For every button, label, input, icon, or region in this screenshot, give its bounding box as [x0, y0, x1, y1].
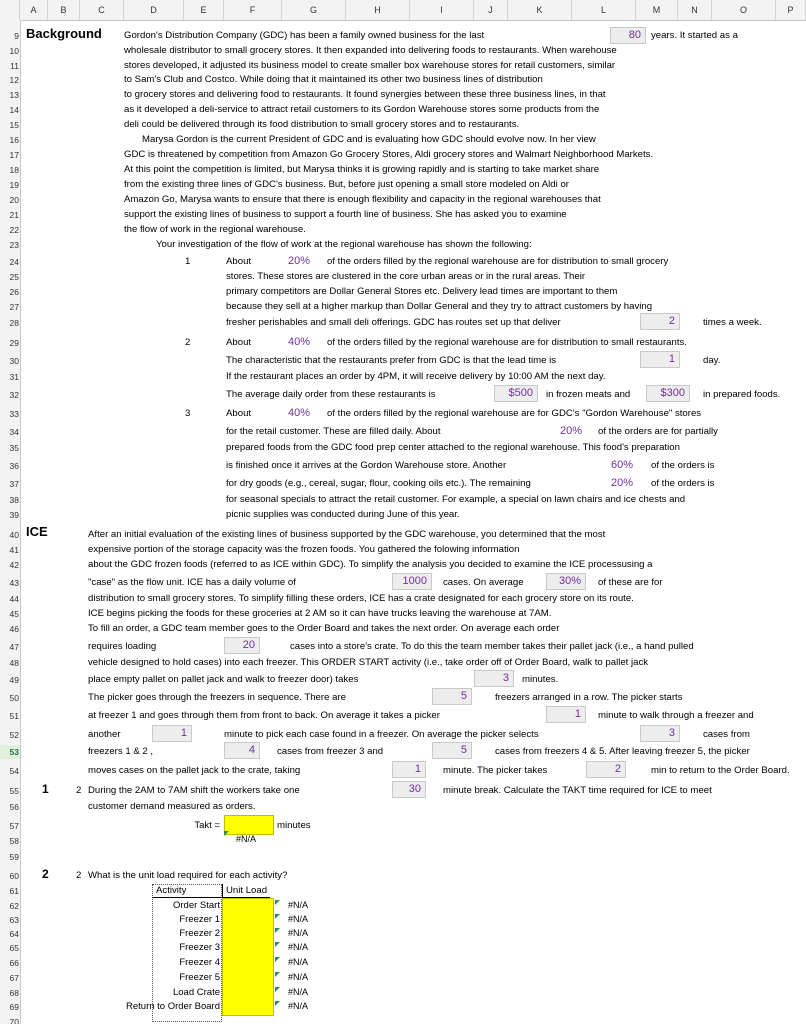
col-header-f[interactable]: F [224, 0, 282, 20]
ice-line-12: at freezer 1 and goes through them from front to back. On average it takes a picker [88, 710, 440, 721]
about-label-2: About [226, 337, 252, 348]
activity-header: Activity [156, 885, 187, 896]
row-header-15[interactable]: 15 [0, 118, 20, 132]
col-header-h[interactable]: H [346, 0, 410, 20]
grocery-share-input[interactable]: 30% [546, 573, 586, 590]
row-header-25[interactable]: 25 [0, 270, 20, 284]
row-header-43[interactable]: 43 [0, 576, 20, 590]
error-indicator-icon [275, 914, 280, 919]
unit-load-freezer-3: #N/A [288, 942, 309, 952]
bg-line-11: from the existing three lines of GDC's business. But, before just opening a small store modeled on Aldi or [124, 179, 569, 190]
bg-line-8: Marysa Gordon is the current President of GDC and is evaluating how GDC should evolve now. In her view [142, 134, 596, 145]
ice-line-9: vehicle designed to hold cases) into each freezer. This ORDER START activity (i.e., take order off of Order Board, walk to pallet jack [88, 657, 649, 668]
error-indicator-icon [275, 972, 280, 977]
row-header-58[interactable]: 58 [0, 834, 20, 848]
row-header-39[interactable]: 39 [0, 508, 20, 522]
about-label-3: About [226, 408, 252, 419]
col-header-o[interactable]: O [712, 0, 776, 20]
error-indicator-icon [275, 900, 280, 905]
col-header-a[interactable]: A [20, 0, 48, 20]
ice-line-13b: minute to pick each case found in a freezer. On average the picker selects [224, 729, 539, 740]
row-header-61[interactable]: 61 [0, 884, 20, 898]
error-indicator-icon [275, 957, 280, 962]
col-header-i[interactable]: I [410, 0, 474, 20]
partial-prep-label: of the orders are for partially [598, 426, 718, 437]
daily-volume-input[interactable]: 1000 [392, 573, 432, 590]
question-1-text-3: customer demand measured as orders. [88, 801, 256, 812]
error-indicator-icon [275, 1001, 280, 1006]
row-header-41[interactable]: 41 [0, 543, 20, 557]
row-header-49[interactable]: 49 [0, 673, 20, 687]
years-label: years. It started as a [651, 30, 738, 41]
row-header-54[interactable]: 54 [0, 764, 20, 778]
row-header-32[interactable]: 32 [0, 388, 20, 402]
ice-line-15c: min to return to the Order Board. [651, 765, 790, 776]
row-header-20[interactable]: 20 [0, 193, 20, 207]
row-header-33[interactable]: 33 [0, 407, 20, 421]
warehouse-line-5: for dry goods (e.g., cereal, sugar, flour, cooking oils etc.). The remaining [226, 478, 531, 489]
unit-load-freezer-5: #N/A [288, 972, 309, 982]
row-header-65[interactable]: 65 [0, 941, 20, 955]
row-header-22[interactable]: 22 [0, 223, 20, 237]
row-header-17[interactable]: 17 [0, 148, 20, 162]
walk-minutes-input[interactable]: 1 [546, 706, 586, 723]
bg-line-1: Gordon's Distribution Company (GDC) has been a family owned business for the last [124, 30, 485, 41]
unit-load-header: Unit Load [226, 885, 268, 896]
row-header-50[interactable]: 50 [0, 691, 20, 705]
ice-line-4: "case" as the flow unit. ICE has a daily volume of [88, 577, 296, 588]
ice-line-8a: requires loading [88, 641, 157, 652]
row-header-46[interactable]: 46 [0, 622, 20, 636]
bg-line-5: to grocery stores and delivering food to restaurants. It found synergies between these three business lines, in that [124, 89, 606, 100]
col-header-b[interactable]: B [48, 0, 80, 20]
row-header-51[interactable]: 51 [0, 709, 20, 723]
unit-load-freezer-4: #N/A [288, 957, 309, 967]
activity-freezer-2: Freezer 2 [179, 928, 220, 939]
ice-line-3: about the GDC frozen foods (referred to as ICE within GDC). To simplify the analysis you decided to examine the ICE processusing a [88, 559, 653, 570]
row-header-40[interactable]: 40 [0, 528, 20, 542]
takt-label: Takt = [194, 820, 220, 831]
col-header-k[interactable]: K [508, 0, 572, 20]
unit-load-freezer-1: #N/A [288, 914, 309, 924]
row-header-62[interactable]: 62 [0, 899, 20, 913]
bg-line-10: At this point the competition is limited, but Marysa thinks it is growing rapidly and is starting to take market share [124, 164, 600, 175]
ice-line-13c: cases from [703, 729, 750, 740]
activity-load-crate: Load Crate [172, 987, 220, 998]
col-header-c[interactable]: C [80, 0, 124, 20]
break-minutes-input[interactable]: 30 [392, 781, 426, 798]
years-input[interactable]: 80 [610, 27, 646, 44]
row-header-9[interactable]: 9 [0, 29, 20, 43]
grocery-line-2: stores. These stores are clustered in the core urban areas or in the rural areas. Their [226, 271, 586, 282]
row-header-42[interactable]: 42 [0, 558, 20, 572]
row-header-10[interactable]: 10 [0, 44, 20, 58]
warehouse-line-6: for seasonal specials to attract the retail customer. For example, a special on lawn chairs and ice chests and [226, 494, 686, 505]
background-heading: Background [26, 26, 102, 41]
row-header-16[interactable]: 16 [0, 133, 20, 147]
warehouse-line-4: is finished once it arrives at the Gordon Warehouse store. Another [226, 460, 507, 471]
row-header-44[interactable]: 44 [0, 592, 20, 606]
restaurant-pct: 40% [288, 336, 311, 348]
bg-line-6: as it developed a deli-service to attract retail customers to its Gordon Warehouse stores some products from the [124, 104, 600, 115]
row-header-27[interactable]: 27 [0, 300, 20, 314]
ice-line-12b: minute to walk through a freezer and [598, 710, 754, 721]
bg-line-12: Amazon Go, Marysa wants to ensure that there is enough flexibility and capacity in the regional warehouses that [124, 194, 601, 205]
prepared-order-label: in prepared foods. [703, 389, 781, 400]
row-header-18[interactable]: 18 [0, 163, 20, 177]
ice-line-14b: cases from freezer 3 and [277, 746, 384, 757]
bg-line-14: the flow of work in the regional warehouse. [124, 224, 306, 235]
bg-line-3: stores developed, it adjusted its business model to create smaller box warehouse stores for retail customers, similar [124, 60, 616, 71]
freezer-count-input[interactable]: 5 [432, 688, 472, 705]
row-header-21[interactable]: 21 [0, 208, 20, 222]
activity-freezer-1: Freezer 1 [179, 914, 220, 925]
unit-load-return: #N/A [288, 1001, 309, 1011]
investigation-intro: Your investigation of the flow of work at the regional warehouse has shown the following: [156, 239, 532, 250]
frozen-order-label: in frozen meats and [546, 389, 631, 400]
row-header-14[interactable]: 14 [0, 103, 20, 117]
column-header-bar [0, 0, 806, 21]
col-header-j[interactable]: J [474, 0, 508, 20]
col-header-e[interactable]: E [184, 0, 224, 20]
ice-line-11: The picker goes through the freezers in sequence. There are [88, 692, 346, 703]
select-all-corner[interactable] [0, 0, 20, 20]
row-header-66[interactable]: 66 [0, 956, 20, 970]
error-indicator-icon [275, 942, 280, 947]
grocery-pct: 20% [288, 255, 311, 267]
prepared-order-input[interactable]: $300 [646, 385, 690, 402]
error-indicator-icon [275, 928, 280, 933]
ice-line-15b: minute. The picker takes [443, 765, 548, 776]
row-header-59[interactable]: 59 [0, 850, 20, 864]
pick-minutes-input[interactable]: 1 [152, 725, 192, 742]
row-header-34[interactable]: 34 [0, 425, 20, 439]
warehouse-pct: 40% [288, 407, 311, 419]
ice-line-14a: freezers 1 & 2 , [88, 746, 154, 757]
col-header-l[interactable]: L [572, 0, 636, 20]
row-header-70[interactable]: 70 [0, 1015, 20, 1024]
lead-time-input[interactable]: 1 [640, 351, 680, 368]
col-header-p[interactable]: P [776, 0, 806, 20]
grocery-share-label: of these are for [598, 577, 663, 588]
ice-line-10: place empty pallet on pallet jack and walk to freezer door) takes [88, 674, 359, 685]
cases-per-order-input[interactable]: 20 [224, 637, 260, 654]
ice-line-1: After an initial evaluation of the existing lines of business supported by the GDC warehouse, you determined that the most [88, 529, 606, 540]
restaurant-line-3: If the restaurant places an order by 4PM, it will receive delivery by 10:00 AM the next day. [226, 371, 606, 382]
delivery-times-input[interactable]: 2 [640, 313, 680, 330]
bg-line-7: deli could be delivered through its food distribution to small grocery stores and to restaurants. [124, 119, 520, 130]
ice-line-5: distribution to small grocery stores. To simplify filling these orders, ICE has a crate designated for each grocery store on its route. [88, 593, 634, 604]
question-2-number: 2 [42, 867, 49, 881]
unit-load-answer-column[interactable] [222, 898, 274, 1016]
row-header-11[interactable]: 11 [0, 59, 20, 73]
partial-prep-pct: 20% [560, 425, 583, 437]
item-number-2: 2 [185, 337, 191, 348]
dry-goods-label: of the orders is [651, 460, 715, 471]
row-header-48[interactable]: 48 [0, 656, 20, 670]
takt-value: #N/A [236, 834, 257, 844]
question-2-text: What is the unit load required for each activity? [88, 870, 288, 881]
unit-load-freezer-2: #N/A [288, 928, 309, 938]
row-header-12[interactable]: 12 [0, 73, 20, 87]
activity-order-start: Order Start [173, 900, 220, 911]
grocery-line-4: because they sell at a higher markup than Dollar General and they try to attract customers by having [226, 301, 653, 312]
ice-line-2: expensive portion of the storage capacity was the frozen foods. You gathered the folowing information [88, 544, 520, 555]
error-indicator-icon [275, 987, 280, 992]
row-header-23[interactable]: 23 [0, 238, 20, 252]
cases-freezer-1-2-input[interactable]: 3 [640, 725, 680, 742]
ice-heading: ICE [26, 524, 48, 539]
ice-line-8b: cases into a store's crate. To do this the team member takes their pallet jack (i.e., a hand pulled [290, 641, 694, 652]
takt-unit: minutes [277, 820, 311, 831]
return-minutes-input[interactable]: 2 [586, 761, 626, 778]
seasonal-label: of the orders is [651, 478, 715, 489]
row-header-38[interactable]: 38 [0, 493, 20, 507]
row-header-60[interactable]: 60 [0, 869, 20, 883]
activity-freezer-5: Freezer 5 [179, 972, 220, 983]
ice-line-14c: cases from freezers 4 & 5. After leaving freezer 5, the picker [495, 746, 750, 757]
row-header-26[interactable]: 26 [0, 285, 20, 299]
warehouse-line-2: for the retail customer. These are filled daily. About [226, 426, 441, 437]
bg-line-4: to Sam's Club and Costco. While doing that it maintained its other two business lines of distribution [124, 74, 543, 85]
ice-line-13a: another [88, 729, 121, 740]
order-start-minutes-input[interactable]: 3 [474, 670, 514, 687]
warehouse-text: of the orders filled by the regional warehouse are for GDC's "Gordon Warehouse" stores [327, 408, 702, 419]
cases-freezer-4-5-input[interactable]: 5 [432, 742, 472, 759]
row-header-37[interactable]: 37 [0, 477, 20, 491]
row-header-52[interactable]: 52 [0, 728, 20, 742]
row-header-56[interactable]: 56 [0, 800, 20, 814]
cases-average-label: cases. On average [443, 577, 524, 588]
question-1-number: 1 [42, 782, 49, 796]
order-start-minutes-label: minutes. [522, 674, 559, 685]
item-number-1: 1 [185, 256, 191, 267]
row-header-64[interactable]: 64 [0, 927, 20, 941]
restaurant-text: of the orders filled by the regional warehouse are for distribution to small restaurants. [327, 337, 687, 348]
restaurant-line-2: The characteristic that the restaurants prefer from GDC is that the lead time is [226, 355, 557, 366]
frozen-order-input[interactable]: $500 [494, 385, 538, 402]
crate-minutes-input[interactable]: 1 [392, 761, 426, 778]
row-header-36[interactable]: 36 [0, 459, 20, 473]
question-2-sub: 2 [76, 870, 82, 881]
question-1-text-2: minute break. Calculate the TAKT time required for ICE to meet [443, 785, 712, 796]
row-header-68[interactable]: 68 [0, 986, 20, 1000]
activity-freezer-3: Freezer 3 [179, 942, 220, 953]
col-header-m[interactable]: M [636, 0, 678, 20]
grocery-line-3: primary competitors are Dollar General Stores etc. Delivery lead times are important to them [226, 286, 618, 297]
question-1-sub: 2 [76, 785, 82, 796]
seasonal-pct: 20% [611, 477, 634, 489]
dry-goods-pct: 60% [611, 459, 634, 471]
header-divider [222, 884, 223, 898]
row-header-69[interactable]: 69 [0, 1000, 20, 1014]
row-header-57[interactable]: 57 [0, 819, 20, 833]
delivery-times-label: times a week. [703, 317, 762, 328]
unit-load-order-start: #N/A [288, 900, 309, 910]
activity-return-order-board: Return to Order Board [126, 1001, 220, 1012]
grocery-line-5: fresher perishables and small deli offerings. GDC has routes set up that deliver [226, 317, 561, 328]
row-header-45[interactable]: 45 [0, 607, 20, 621]
col-header-g[interactable]: G [282, 0, 346, 20]
item-number-3: 3 [185, 408, 191, 419]
row-header-24[interactable]: 24 [0, 255, 20, 269]
bg-line-9: GDC is threatened by competition from Amazon Go Grocery Stores, Aldi grocery stores and Walmart Neighborhood Markets. [124, 149, 654, 160]
row-header-28[interactable]: 28 [0, 316, 20, 330]
ice-line-7: To fill an order, a GDC team member goes to the Order Board and takes the next order. On average each order [88, 623, 560, 634]
row-header-29[interactable]: 29 [0, 336, 20, 350]
cases-freezer-3-input[interactable]: 4 [224, 742, 260, 759]
restaurant-line-4: The average daily order from these restaurants is [226, 389, 436, 400]
row-header-63[interactable]: 63 [0, 913, 20, 927]
col-header-d[interactable]: D [124, 0, 184, 20]
row-header-35[interactable]: 35 [0, 441, 20, 455]
about-label-1: About [226, 256, 252, 267]
row-header-19[interactable]: 19 [0, 178, 20, 192]
activity-freezer-4: Freezer 4 [179, 957, 220, 968]
row-header-55[interactable]: 55 [0, 784, 20, 798]
lead-time-label: day. [703, 355, 721, 366]
warehouse-line-7: picnic supplies was conducted during June of this year. [226, 509, 460, 520]
ice-line-11b: freezers arranged in a row. The picker starts [495, 692, 683, 703]
row-header-13[interactable]: 13 [0, 88, 20, 102]
grocery-text: of the orders filled by the regional warehouse are for distribution to small grocery [327, 256, 669, 267]
row-header-53[interactable]: 53 [0, 745, 20, 759]
bg-line-2: wholesale distributor to small grocery stores. It then expanded into delivering foods to restaurants. When warehouse [124, 45, 617, 56]
warehouse-line-3: prepared foods from the GDC food prep center attached to the regional warehouse. This food's preparation [226, 442, 680, 453]
error-indicator-icon [224, 831, 229, 836]
row-header-47[interactable]: 47 [0, 640, 20, 654]
col-header-n[interactable]: N [678, 0, 712, 20]
row-header-31[interactable]: 31 [0, 370, 20, 384]
row-header-30[interactable]: 30 [0, 354, 20, 368]
ice-line-15: moves cases on the pallet jack to the crate, taking [88, 765, 301, 776]
unit-load-load-crate: #N/A [288, 987, 309, 997]
row-header-67[interactable]: 67 [0, 971, 20, 985]
question-1-text: During the 2AM to 7AM shift the workers take one [88, 785, 300, 796]
ice-line-6: ICE begins picking the foods for these groceries at 2 AM so it can have trucks leaving the warehouse at 7AM. [88, 608, 552, 619]
bg-line-13: support the existing lines of business to support a fourth line of business. She has asked you to examine [124, 209, 567, 220]
